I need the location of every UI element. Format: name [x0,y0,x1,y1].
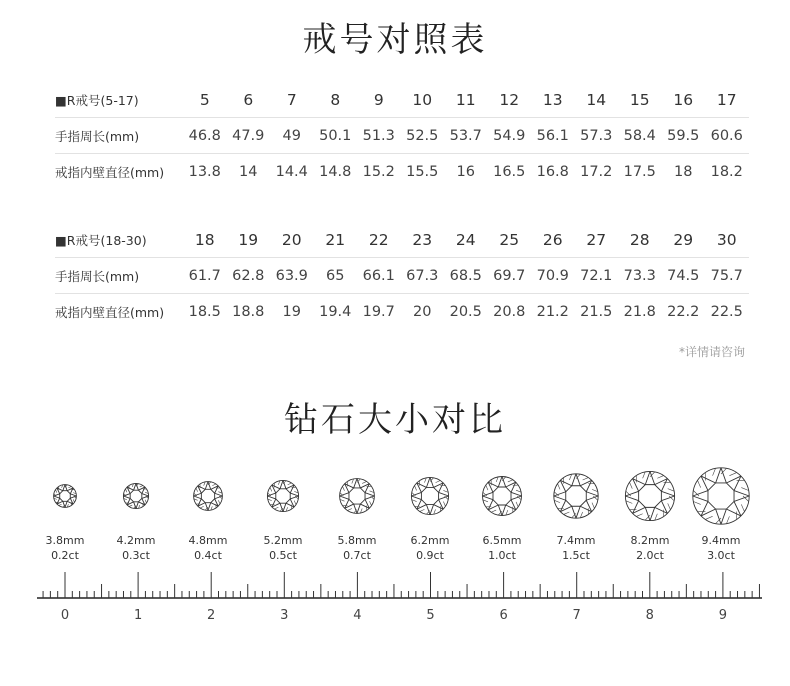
diamond-icon [340,479,375,514]
diamond-size-label: 4.2mm [116,534,156,547]
table-cell: 24 [455,230,476,249]
table-cell: 15.5 [401,154,445,190]
table-cell: 16.5 [488,154,532,190]
table-cell: 9 [373,90,384,109]
row-label: 戒指内壁直径(mm) [55,154,183,190]
table-cell: 6 [243,90,254,109]
table-cell: 21 [325,230,346,249]
diamond-carat-label: 0.3ct [122,549,150,562]
circumference-row [55,118,749,154]
diamond-icon [194,482,223,511]
table-cell: 23 [412,230,433,249]
row-label: 手指周长(mm) [55,258,183,294]
ring-size-table-5-17 [55,82,749,189]
table-cell: 50.1 [314,118,358,154]
ruler-label: 4 [353,608,362,623]
diamond-size-label: 7.4mm [556,534,596,547]
ruler-label: 8 [645,608,654,623]
table-cell: 73.3 [618,258,662,294]
diamond-carat-label: 2.0ct [636,549,664,562]
table-cell: 47.9 [227,118,271,154]
diamond-size-label: 4.8mm [188,534,228,547]
table-cell: 51.3 [357,118,401,154]
table-cell: 58.4 [618,118,662,154]
table-cell: 10 [412,90,433,109]
table-cell: 20 [281,230,302,249]
table-cell: 16.8 [531,154,575,190]
table-cell: 75.7 [705,258,749,294]
table-cell: 7 [286,90,297,109]
diamond-icon [123,483,148,508]
table-cell: 59.5 [662,118,706,154]
table-cell: 56.1 [531,118,575,154]
table-cell: 49 [270,118,314,154]
diamond-icon [411,477,448,514]
diamond-size-label: 6.2mm [410,534,450,547]
table-cell: 8 [330,90,341,109]
table-cell: 22 [368,230,389,249]
table-cell: 21.2 [531,294,575,330]
table-cell: 13 [542,90,563,109]
table-cell: 20.8 [488,294,532,330]
table-cell: 15 [629,90,650,109]
table-cell: 20 [401,294,445,330]
table-cell: 18.5 [183,294,227,330]
diamond-carat-label: 1.5ct [562,549,590,562]
table-cell: 67.3 [401,258,445,294]
diamond-carat-label: 0.5ct [269,549,297,562]
diamond-carat-label: 0.7ct [343,549,371,562]
consult-note: *详情请咨询 [678,345,745,359]
row-label: ■R戒号(5-17) [55,92,139,108]
table-cell: 20.5 [444,294,488,330]
row-label: 手指周长(mm) [55,118,183,154]
table-cell: 13.8 [183,154,227,190]
ruler-label: 2 [207,608,216,623]
table-cell: 11 [455,90,476,109]
ruler-label: 5 [426,608,435,623]
diamond-size-comparison [0,440,790,565]
table-cell: 15.2 [357,154,401,190]
diamond-icon [693,468,749,524]
table-cell: 27 [586,230,607,249]
diamond-carat-label: 3.0ct [707,549,735,562]
ruler-label: 1 [133,608,143,623]
inner-diameter-row [55,294,749,330]
table-cell: 12 [499,90,520,109]
row-label: ■R戒号(18-30) [55,232,147,248]
diamond-carat-label: 0.4ct [194,549,222,562]
table-cell: 17.5 [618,154,662,190]
diamond-carat-label: 1.0ct [488,549,516,562]
diamond-carat-label: 0.9ct [416,549,444,562]
table-cell: 16 [444,154,488,190]
table-cell: 62.8 [227,258,271,294]
diamond-size-label: 5.8mm [337,534,377,547]
table-cell: 19.7 [357,294,401,330]
ruler-label: 3 [280,608,289,623]
table-cell: 52.5 [401,118,445,154]
diamond-size-label: 6.5mm [482,534,522,547]
table-cell: 19.4 [314,294,358,330]
table-cell: 14.8 [314,154,358,190]
table-cell: 72.1 [575,258,619,294]
ruler-label: 0 [60,608,70,623]
table-cell: 65 [314,258,358,294]
ring-size-chart-title: 戒号对照表 [302,20,488,60]
diamond-size-label: 8.2mm [630,534,670,547]
table-cell: 53.7 [444,118,488,154]
diamond-icon [483,477,522,516]
table-cell: 17 [716,90,737,109]
table-cell: 29 [673,230,694,249]
table-cell: 18.8 [227,294,271,330]
table-cell: 30 [716,230,737,249]
table-cell: 19 [270,294,314,330]
row-label: 戒指内壁直径(mm) [55,294,183,330]
table-cell: 14 [227,154,271,190]
table-cell: 26 [542,230,563,249]
ruler [0,560,790,630]
table-cell: 5 [199,90,210,109]
table-cell: 14.4 [270,154,314,190]
circumference-row [55,258,749,294]
table-cell: 69.7 [488,258,532,294]
table-cell: 18 [194,230,215,249]
table-cell: 14 [586,90,607,109]
diamond-icon [267,480,298,511]
table-cell: 74.5 [662,258,706,294]
diamond-icon [54,485,77,508]
table-cell: 21.5 [575,294,619,330]
table-cell: 17.2 [575,154,619,190]
diamond-carat-label: 0.2ct [51,549,79,562]
diamond-size-chart-title: 钻石大小对比 [284,400,506,440]
diamond-icon [554,474,598,518]
table-cell: 57.3 [575,118,619,154]
table-cell: 60.6 [705,118,749,154]
table-cell: 46.8 [183,118,227,154]
ruler-label: 6 [499,608,508,623]
table-cell: 16 [673,90,694,109]
diamond-size-label: 9.4mm [701,534,741,547]
inner-diameter-row [55,154,749,190]
ring-size-row [55,222,749,258]
table-cell: 54.9 [488,118,532,154]
table-cell: 28 [629,230,650,249]
table-cell: 25 [499,230,520,249]
table-cell: 22.5 [705,294,749,330]
table-cell: 22.2 [662,294,706,330]
table-cell: 68.5 [444,258,488,294]
table-cell: 21.8 [618,294,662,330]
diamond-size-label: 5.2mm [263,534,303,547]
ruler-label: 9 [718,608,728,623]
ruler-label: 7 [572,608,581,623]
table-cell: 19 [238,230,259,249]
table-cell: 70.9 [531,258,575,294]
ring-size-row [55,82,749,118]
diamond-size-label: 3.8mm [45,534,85,547]
table-cell: 18 [662,154,706,190]
diamond-icon [625,471,674,520]
table-cell: 61.7 [183,258,227,294]
table-cell: 63.9 [270,258,314,294]
table-cell: 18.2 [705,154,749,190]
ring-size-table-18-30 [55,222,749,329]
table-cell: 66.1 [357,258,401,294]
